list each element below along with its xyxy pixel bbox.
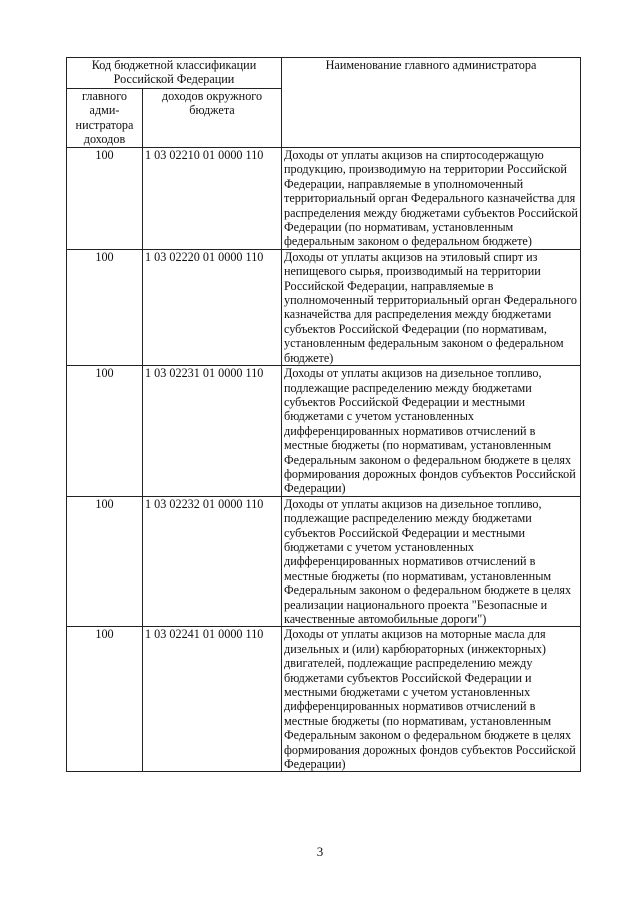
admin-code-cell: 100 — [67, 249, 143, 365]
header-district-budget-income: доходов окружного бюджета — [143, 89, 282, 148]
admin-code-cell: 100 — [67, 496, 143, 627]
budget-code-cell: 1 03 02220 01 0000 110 — [143, 249, 282, 365]
table-row — [67, 148, 581, 250]
admin-code-cell: 100 — [67, 366, 143, 497]
administrator-name-cell: Доходы от уплаты акцизов на дизельное топливо, подлежащие распределению между бюджетами субъектов Российской Федерации и местными бюджетами с учетом установленных дифференцированных нормативов отчислений в местные бюджеты (по нормативам, установленным Федеральным законом о федеральном бюджете в целях формирования дорожных фондов субъектов Российской Федерации) — [282, 366, 581, 497]
budget-code-cell: 1 03 02232 01 0000 110 — [143, 496, 282, 627]
budget-classification-table — [66, 57, 581, 772]
administrator-name-cell: Доходы от уплаты акцизов на дизельное топливо, подлежащие распределению между бюджетами субъектов Российской Федерации и местными бюджетами с учетом установленных дифференцированных нормативов отчислений в местные бюджеты (по нормативам, установленным Федеральным законом о федеральном бюджете в целях реализации национального проекта "Безопасные и качественные автомобильные дороги") — [282, 496, 581, 627]
table-header-row — [67, 58, 581, 89]
table-row — [67, 366, 581, 497]
table-row — [67, 627, 581, 772]
table-row — [67, 496, 581, 627]
budget-code-cell: 1 03 02241 01 0000 110 — [143, 627, 282, 772]
header-main-administrator: главного адми-нистратора доходов — [67, 89, 143, 148]
administrator-name-cell: Доходы от уплаты акцизов на спиртосодержащую продукцию, производимую на территории Российской Федерации, направляемые в уполномоченный территориальный орган Федерального казначейства для распределения между бюджетами субъектов Российской Федерации (по нормативам, установленным федеральным законом о федеральном бюджете) — [282, 148, 581, 250]
administrator-name-cell: Доходы от уплаты акцизов на этиловый спирт из непищевого сырья, производимый на территории Российской Федерации, направляемые в уполномоченный территориальный орган Федерального казначейства для распределения между бюджетами субъектов Российской Федерации (по нормативам, установленным федеральным законом о федеральном бюджете) — [282, 249, 581, 365]
budget-code-cell: 1 03 02231 01 0000 110 — [143, 366, 282, 497]
page-number: 3 — [316, 844, 324, 859]
admin-code-cell: 100 — [67, 627, 143, 772]
header-code-group: Код бюджетной классификации Российской Федерации — [67, 58, 282, 89]
table-row — [67, 249, 581, 365]
header-administrator-name: Наименование главного администратора — [282, 58, 581, 148]
administrator-name-cell: Доходы от уплаты акцизов на моторные масла для дизельных и (или) карбюраторных (инжекторных) двигателей, подлежащие распределению между бюджетами субъектов Российской Федерации и местными бюджетами с учетом установленных дифференцированных нормативов отчислений в местные бюджеты (по нормативам, установленным Федеральным законом о федеральном бюджете в целях формирования дорожных фондов субъектов Российской Федерации) — [282, 627, 581, 772]
admin-code-cell: 100 — [67, 148, 143, 250]
budget-code-cell: 1 03 02210 01 0000 110 — [143, 148, 282, 250]
